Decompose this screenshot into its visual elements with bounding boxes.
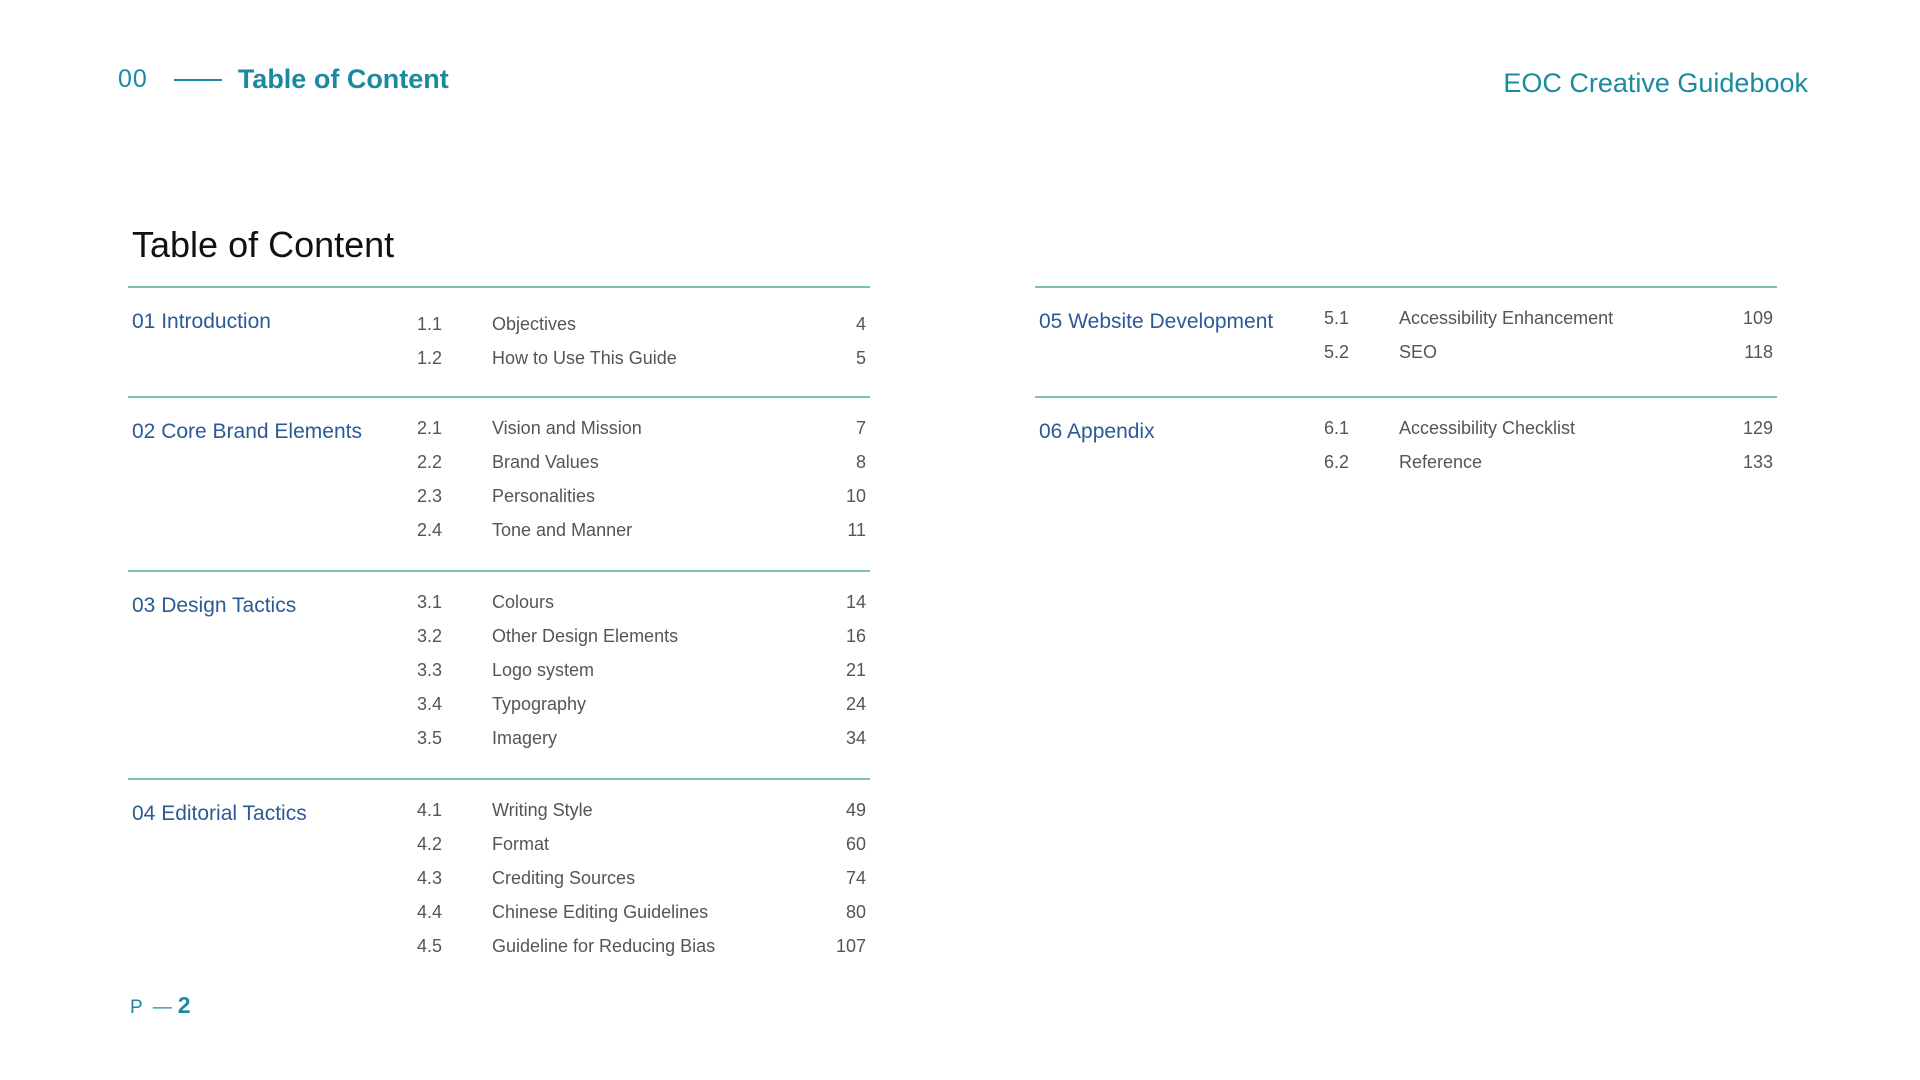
toc-entry[interactable] — [128, 902, 870, 936]
toc-column-left — [128, 286, 870, 980]
toc-entry[interactable] — [1035, 342, 1777, 376]
entry-number: 2.1 — [417, 418, 443, 438]
toc-entry[interactable] — [128, 452, 870, 486]
entry-number: 6.1 — [1324, 418, 1350, 438]
entry-page: 24 — [845, 694, 866, 714]
toc-entry[interactable] — [128, 626, 870, 660]
toc-entry[interactable] — [128, 834, 870, 868]
toc-section — [128, 570, 870, 778]
chapter-number: 00 — [118, 65, 148, 93]
entry-page: 10 — [845, 486, 866, 506]
entry-page: 7 — [855, 418, 866, 438]
entry-number: 2.4 — [417, 520, 443, 540]
entry-number: 4.2 — [417, 834, 443, 854]
entry-label: Colours — [492, 592, 555, 612]
entry-label: Accessibility Enhancement — [1399, 308, 1614, 328]
entry-page: 5 — [855, 348, 866, 368]
header-divider — [174, 79, 222, 81]
page-prefix: P — [130, 997, 143, 1018]
entry-number: 2.2 — [417, 452, 443, 472]
entry-label: Objectives — [492, 314, 577, 334]
toc-section — [128, 396, 870, 570]
toc-entry[interactable] — [128, 418, 870, 452]
entry-label: Chinese Editing Guidelines — [492, 902, 709, 922]
entry-label: Vision and Mission — [492, 418, 642, 438]
entry-number: 4.5 — [417, 936, 443, 956]
entry-number: 4.4 — [417, 902, 443, 922]
toc-entry[interactable] — [128, 486, 870, 520]
toc-entry[interactable] — [1035, 418, 1777, 452]
page-dash: — — [152, 997, 172, 1018]
toc-column-right — [1035, 286, 1777, 498]
entry-number: 3.3 — [417, 660, 443, 680]
entry-page: 4 — [855, 314, 866, 334]
section-title[interactable]: 04 Editorial Tactics — [132, 802, 307, 825]
page-title: Table of Content — [132, 224, 395, 265]
entry-label: Crediting Sources — [492, 868, 636, 888]
entry-page: 8 — [855, 452, 866, 472]
section-title[interactable]: 05 Website Development — [1039, 310, 1274, 333]
toc-entry[interactable] — [128, 936, 870, 970]
entry-label: Accessibility Checklist — [1399, 418, 1576, 438]
page-footer — [130, 992, 190, 1019]
entry-number: 3.4 — [417, 694, 443, 714]
entry-label: SEO — [1399, 342, 1438, 362]
entry-page: 74 — [845, 868, 866, 888]
entry-number: 4.3 — [417, 868, 443, 888]
entry-number: 6.2 — [1324, 452, 1350, 472]
entry-page: 107 — [835, 936, 866, 956]
toc-entry[interactable] — [128, 800, 870, 834]
section-title[interactable]: 01 Introduction — [132, 310, 271, 333]
book-title: EOC Creative Guidebook — [1503, 68, 1808, 98]
entry-page: 14 — [845, 592, 866, 612]
toc-entry[interactable] — [128, 348, 870, 382]
entry-page: 109 — [1742, 308, 1773, 328]
toc-entry[interactable] — [1035, 452, 1777, 486]
entry-number: 3.5 — [417, 728, 443, 748]
entry-number: 5.1 — [1324, 308, 1350, 328]
entry-label: Other Design Elements — [492, 626, 679, 646]
section-title[interactable]: 03 Design Tactics — [132, 594, 297, 617]
entry-page: 16 — [845, 626, 866, 646]
entry-label: Guideline for Reducing Bias — [492, 936, 716, 956]
toc-entry[interactable] — [128, 660, 870, 694]
toc-section — [1035, 396, 1777, 498]
entry-page: 133 — [1742, 452, 1773, 472]
entry-number: 2.3 — [417, 486, 443, 506]
chapter-header — [118, 64, 449, 95]
entry-label: Typography — [492, 694, 587, 714]
entry-page: 80 — [845, 902, 866, 922]
entry-number: 1.1 — [417, 314, 443, 334]
entry-number: 5.2 — [1324, 342, 1350, 362]
entry-number: 3.2 — [417, 626, 443, 646]
entry-page: 49 — [845, 800, 866, 820]
entry-page: 34 — [845, 728, 866, 748]
page-number: 2 — [177, 992, 191, 1018]
entry-page: 118 — [1744, 342, 1773, 362]
toc-entry[interactable] — [128, 314, 870, 348]
entry-page: 129 — [1742, 418, 1773, 438]
toc-entry[interactable] — [128, 868, 870, 902]
entry-number: 4.1 — [417, 800, 443, 820]
toc-entry[interactable] — [128, 520, 870, 554]
toc-entry[interactable] — [128, 592, 870, 626]
toc-section — [1035, 286, 1777, 396]
entry-page: 21 — [845, 660, 866, 680]
entry-label: Brand Values — [492, 452, 599, 472]
entry-label: Reference — [1399, 452, 1483, 472]
entry-page: 60 — [845, 834, 866, 854]
toc-section — [128, 286, 870, 396]
toc-entry[interactable] — [128, 728, 870, 762]
entry-number: 1.2 — [417, 348, 443, 368]
entry-label: Tone and Manner — [492, 520, 633, 540]
entry-label: Format — [492, 834, 550, 854]
entry-number: 3.1 — [417, 592, 443, 612]
entry-label: Personalities — [492, 486, 596, 506]
toc-section — [128, 778, 870, 980]
entry-page: 11 — [847, 520, 866, 540]
entry-label: How to Use This Guide — [492, 348, 677, 368]
toc-entry[interactable] — [128, 694, 870, 728]
entry-label: Writing Style — [492, 800, 593, 820]
entry-label: Logo system — [492, 660, 595, 680]
entry-label: Imagery — [492, 728, 558, 748]
toc-entry[interactable] — [1035, 308, 1777, 342]
section-title[interactable]: 06 Appendix — [1039, 420, 1155, 443]
chapter-title: Table of Content — [237, 64, 449, 94]
section-title[interactable]: 02 Core Brand Elements — [132, 420, 362, 443]
